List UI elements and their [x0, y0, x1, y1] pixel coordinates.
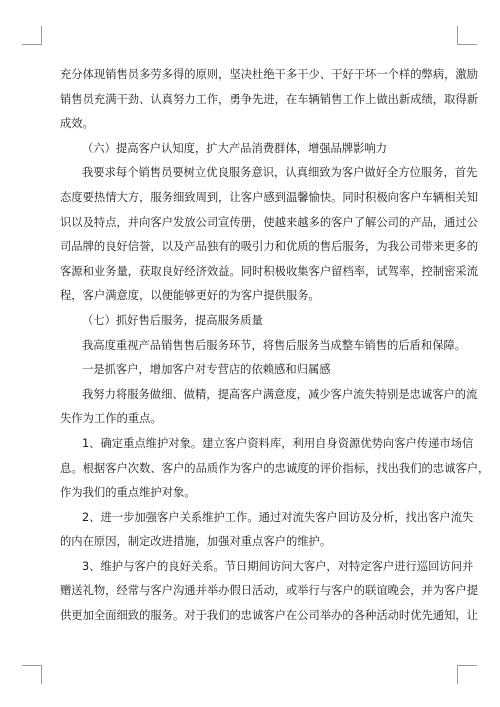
- crop-mark-top-left-v: [41, 26, 42, 45]
- text-line: （六）提高客户认知度，扩大产品消费群体，增强品牌影响力: [82, 141, 388, 155]
- crop-mark-top-right-h: [457, 44, 477, 45]
- text-line: 2、进一步加强客户关系维护工作。通过对流失客户回访及分析，找出客户流失: [82, 510, 474, 524]
- text-line: 充分体现销售员多劳多得的原则，坚决杜绝干多干少、干好干坏一个样的弊病，激励: [60, 68, 478, 81]
- text-line: 我努力将服务做细、做精，提高客户满意度，减少客户流失特别是忠诚客户的流: [82, 387, 478, 401]
- text-line: 息。根据客户次数、客户的品质作为客户的忠诚度的评价指标，找出我们的忠诚客户，: [60, 461, 490, 475]
- text-line: 1、确定重点维护对象。建立客户资料库，利用自身资源优势向客户传递市场信: [82, 436, 474, 450]
- crop-mark-bottom-left-v: [41, 665, 42, 684]
- crop-mark-top-right-v: [457, 26, 458, 45]
- crop-mark-top-left-h: [22, 44, 42, 45]
- text-line: 作为我们的重点维护对象。: [60, 486, 196, 500]
- text-line: 司品牌的良好信誉，以及产品独有的吸引力和优质的售后服务，为我公司带来更多的: [60, 240, 478, 254]
- crop-mark-bottom-right-v: [457, 665, 458, 684]
- crop-mark-bottom-left-h: [22, 665, 42, 666]
- text-line: 客源和业务量，获取良好经济效益。同时积极收集客户留档率，试驾率，控制密采流: [60, 264, 478, 278]
- text-line: 的内在原因，制定改进措施，加强对重点客户的维护。: [60, 535, 332, 549]
- text-line: 我要求每个销售员要树立优良服务意识，认真细致为客户做好全方位服务，首先: [82, 166, 478, 180]
- crop-mark-bottom-right-h: [457, 665, 477, 666]
- text-line: 失作为工作的重点。: [60, 412, 162, 426]
- text-line: 程，客户满意度，以便能够更好的为客户提供服务。: [60, 289, 320, 303]
- text-line: 供更加全面细致的服务。对于我们的忠诚客户在公司举办的各种活动时优先通知，让: [60, 609, 478, 623]
- text-line: 3、维护与客户的良好关系。节日期间访问大客户，对特定客户进行巡回访问并: [82, 559, 474, 573]
- text-line: 赠送礼物，经常与客户沟通并举办假日活动，或举行与客户的联谊晚会，并为客户提: [60, 584, 478, 598]
- document-body: [60, 63, 490, 629]
- text-line: 销售员充满干劲、认真努力工作，勇争先进，在车辆销售工作上做出新成绩，取得新: [60, 92, 478, 106]
- text-line: 一是抓客户，增加客户对专营店的依赖感和归属感: [82, 363, 331, 377]
- text-line: （七）抓好售后服务，提高服务质量: [82, 313, 263, 327]
- text-line: 成效。: [60, 117, 94, 131]
- text-line: 我高度重视产品销售售后服务环节，将售后服务当成整车销售的后盾和保障。: [82, 338, 467, 352]
- text-line: 识以及特点，并向客户发放公司宣传册，使越来越多的客户了解公司的产品，通过公: [60, 215, 478, 229]
- text-line: 态度要热情大方，服务细致周到，让客户感到温馨愉快。同时积极向客户车辆相关知: [60, 190, 478, 204]
